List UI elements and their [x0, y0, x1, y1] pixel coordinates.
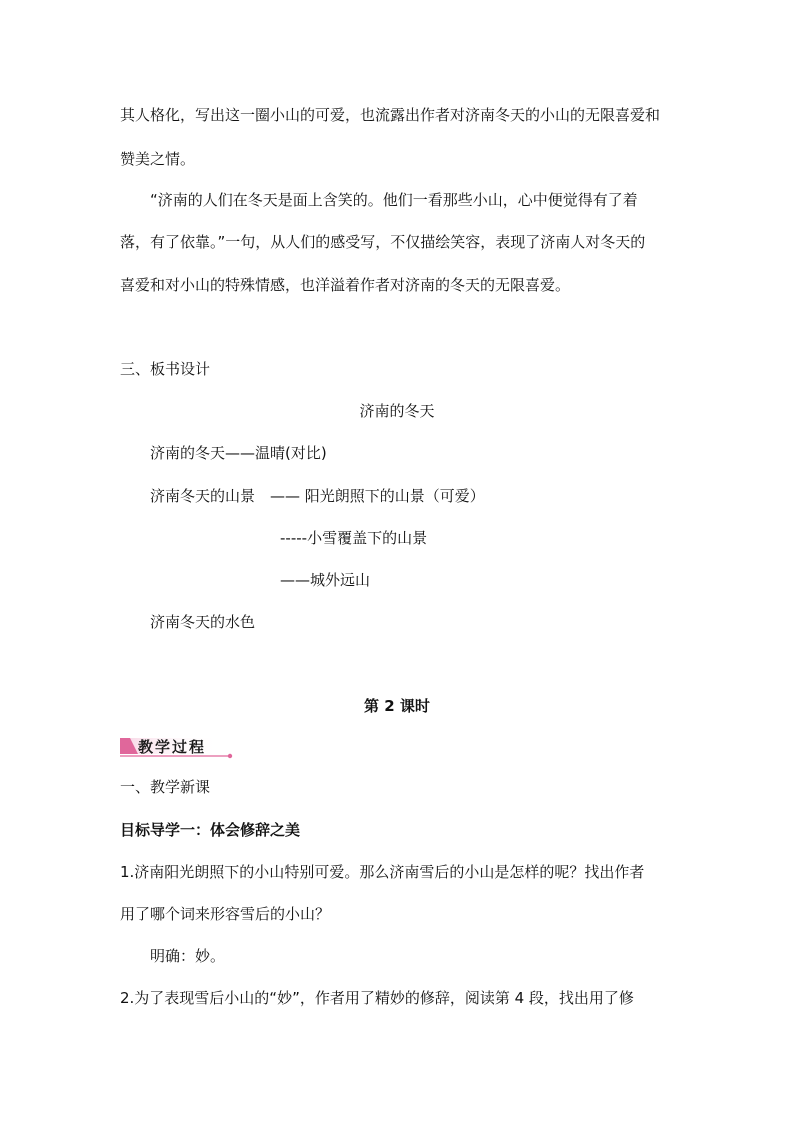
board-title: 济南的冬天 — [359, 402, 435, 420]
board-row: 济南冬天的水色 — [150, 613, 256, 631]
lesson-title: 第 2 课时 — [364, 697, 430, 715]
board-row: 济南的冬天——温晴(对比) — [150, 444, 327, 462]
question-line: 用了哪个词来形容雪后的小山？ — [120, 905, 331, 923]
paragraph-line: 赞美之情。 — [120, 150, 196, 168]
board-heading: 三、板书设计 — [120, 360, 211, 378]
answer-line: 明确：妙。 — [150, 947, 226, 965]
board-row: ——城外远山 — [280, 571, 371, 589]
board-row: 济南冬天的山景 —— 阳光朗照下的山景（可爱） — [150, 487, 485, 505]
board-row: -----小雪覆盖下的山景 — [280, 529, 428, 547]
question-line: 1.济南阳光朗照下的小山特别可爱。那么济南雪后的小山是怎样的呢？找出作者 — [120, 863, 645, 881]
section-heading: 一、教学新课 — [120, 778, 211, 796]
paragraph-line: 落，有了依靠。”一句，从人们的感受写，不仅描绘笑容，表现了济南人对冬天的 — [120, 233, 646, 251]
paragraph-line: 喜爱和对小山的特殊情感，也洋溢着作者对济南的冬天的无限喜爱。 — [120, 276, 571, 294]
banner-label: 教学过程 — [138, 738, 207, 756]
paragraph-line: 其人格化，写出这一圈小山的可爱，也流露出作者对济南冬天的小山的无限喜爱和 — [120, 106, 661, 124]
question-line: 2.为了表现雪后小山的“妙”，作者用了精妙的修辞，阅读第 4 段，找出用了修 — [120, 989, 634, 1007]
paragraph-line: “济南的人们在冬天是面上含笑的。他们一看那些小山，心中便觉得有了着 — [150, 191, 638, 209]
section-banner — [118, 735, 238, 759]
goal-heading: 目标导学一：体会修辞之美 — [120, 821, 301, 839]
